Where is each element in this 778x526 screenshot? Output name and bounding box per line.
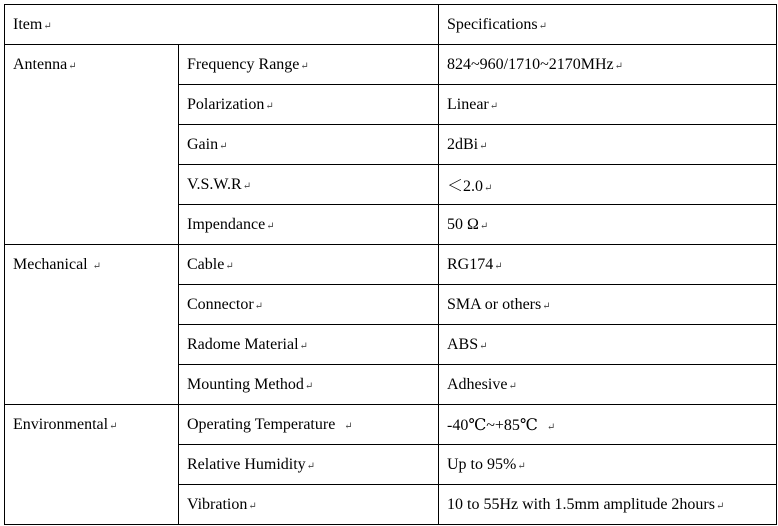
value-cell [439, 445, 777, 485]
paragraph-mark: ↵ [109, 421, 118, 432]
param-name: Frequency Range [187, 55, 300, 73]
paragraph-mark: ↵ [489, 100, 499, 112]
group-antenna-cell [5, 45, 179, 245]
value-cell [439, 165, 777, 205]
group-name: Environmental [13, 416, 109, 433]
paragraph-mark: ↵ [43, 20, 52, 32]
param-cell [179, 485, 439, 525]
paragraph-mark: ↵ [225, 260, 234, 272]
param-name: V.S.W.R [187, 175, 242, 193]
param-value: -40℃~+85℃ [447, 416, 538, 434]
paragraph-mark: ↵ [494, 260, 503, 272]
header-item-label: Item [13, 15, 43, 33]
paragraph-mark: ↵ [254, 300, 264, 312]
param-cell [179, 365, 439, 405]
param-cell [179, 85, 439, 125]
value-cell [439, 485, 777, 525]
value-cell [439, 245, 777, 285]
paragraph-mark: ↵ [344, 420, 353, 432]
param-value: 50 Ω [447, 215, 479, 233]
param-name: Operating Temperature [187, 415, 336, 433]
param-value: SMA or others [447, 295, 542, 313]
paragraph-mark: ↵ [300, 60, 309, 72]
paragraph-mark: ↵ [68, 61, 77, 72]
group-environmental-cell [5, 405, 179, 525]
param-cell [179, 405, 439, 445]
param-cell [179, 445, 439, 485]
paragraph-mark: ↵ [517, 460, 526, 472]
paragraph-mark: ↵ [304, 380, 314, 392]
param-cell [179, 325, 439, 365]
paragraph-mark: ↵ [546, 421, 556, 433]
header-specifications-label: Specifications [447, 15, 538, 33]
table-row [5, 405, 777, 445]
paragraph-mark: ↵ [538, 20, 548, 32]
param-value: Up to 95% [447, 455, 517, 473]
header-item-cell [5, 5, 439, 45]
param-cell [179, 45, 439, 85]
param-name: Mounting Method [187, 375, 304, 393]
table-row [5, 245, 777, 285]
paragraph-mark: ↵ [242, 180, 252, 192]
value-cell [439, 285, 777, 325]
param-value: 2dBi [447, 135, 479, 153]
param-cell [179, 205, 439, 245]
value-cell [439, 365, 777, 405]
param-name: Relative Humidity [187, 455, 306, 473]
param-cell [179, 165, 439, 205]
param-name: Impendance [187, 215, 266, 233]
paragraph-mark: ↵ [614, 60, 624, 72]
param-name: Connector [187, 295, 254, 313]
paragraph-mark: ↵ [508, 380, 517, 392]
value-cell [439, 325, 777, 365]
paragraph-mark: ↵ [479, 140, 488, 152]
table-row [5, 45, 777, 85]
param-value: ABS [447, 335, 479, 353]
header-specifications-cell [439, 5, 777, 45]
param-name: Polarization [187, 95, 265, 113]
param-value: 824~960/1710~2170MHz [447, 55, 614, 73]
param-value: Adhesive [447, 375, 508, 393]
param-cell [179, 245, 439, 285]
group-name: Mechanical [13, 256, 88, 273]
param-cell [179, 125, 439, 165]
value-cell [439, 405, 777, 445]
paragraph-mark: ↵ [479, 220, 489, 232]
paragraph-mark: ↵ [92, 261, 102, 272]
header-row [5, 5, 777, 45]
param-value: RG174 [447, 255, 494, 273]
param-name: Cable [187, 255, 225, 273]
value-cell [439, 125, 777, 165]
value-cell [439, 85, 777, 125]
paragraph-mark: ↵ [219, 140, 228, 152]
paragraph-mark: ↵ [542, 300, 551, 312]
param-name: Vibration [187, 495, 248, 513]
paragraph-mark: ↵ [266, 220, 275, 232]
paragraph-mark: ↵ [248, 500, 257, 512]
param-value: 10 to 55Hz with 1.5mm amplitude 2hours [447, 495, 715, 513]
value-cell [439, 45, 777, 85]
paragraph-mark: ↵ [484, 183, 493, 194]
paragraph-mark: ↵ [265, 100, 274, 112]
param-name: Radome Material [187, 335, 299, 353]
param-value: ＜2.0 [447, 178, 484, 195]
param-name: Gain [187, 135, 219, 153]
specifications-table [4, 4, 777, 525]
group-name: Antenna [13, 56, 68, 73]
param-cell [179, 285, 439, 325]
param-value: Linear [447, 95, 489, 113]
paragraph-mark: ↵ [306, 460, 316, 472]
paragraph-mark: ↵ [479, 340, 488, 352]
group-mechanical-cell [5, 245, 179, 405]
paragraph-mark: ↵ [715, 500, 725, 512]
value-cell [439, 205, 777, 245]
paragraph-mark: ↵ [299, 340, 308, 352]
